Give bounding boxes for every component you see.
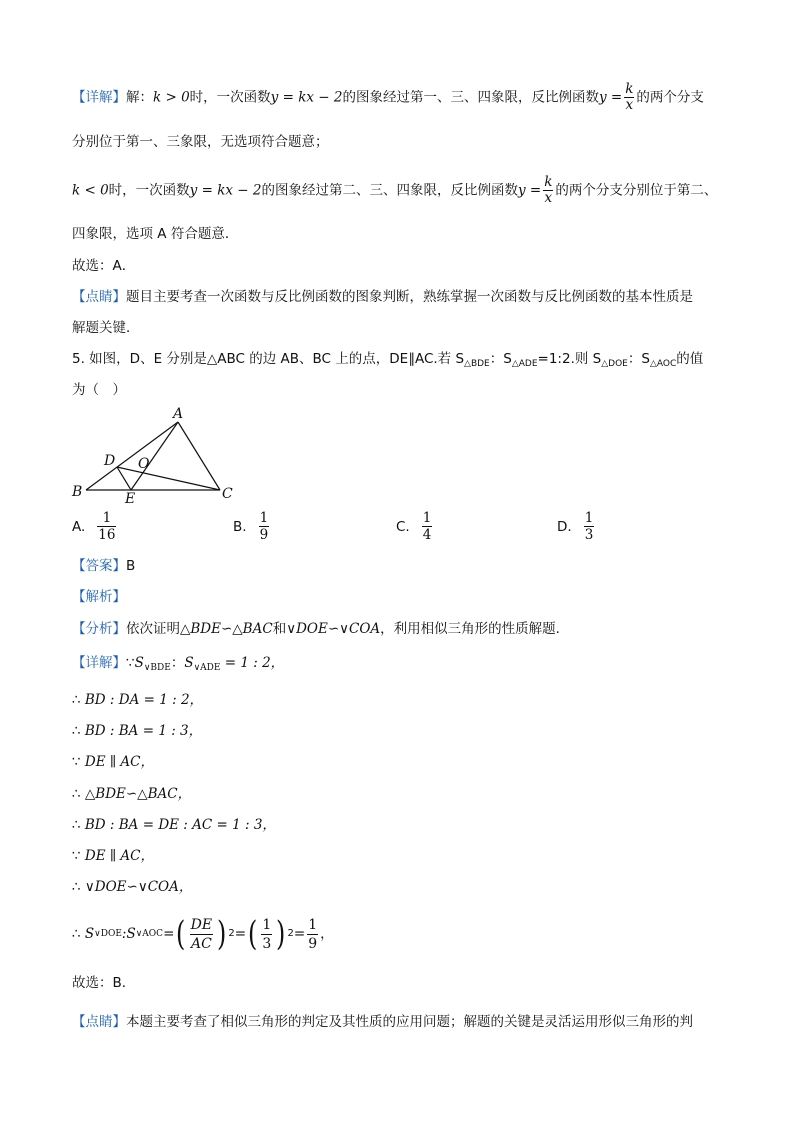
step-6: ∴ BD : BA = DE : AC = 1 : 3， xyxy=(72,817,276,833)
step-1: 【详解】$\because S_{\vee BDE}$：$S_{\vee ADE} = 1$ : 2， xyxy=(72,655,285,673)
step-3: ∴ BD : BA = 1 : 3， xyxy=(72,723,203,739)
segment-DE xyxy=(117,467,131,490)
segment-BA xyxy=(86,422,178,490)
question-5-line-1: 5. 如图，D、E 分别是△ABC 的边 AB、BC 上的点，DE∥AC.若 $S_{\triangle BDE}$：$S_{\triangle ADE}=1:2$.则 $S_{\triangle DOE}$：$S_{\triangle AOC}$的值 xyxy=(72,351,704,369)
detail-line-4: 四象限，选项 A 符合题意． xyxy=(72,226,239,242)
fraction-k-over-x-2: $\frac{k}{x}$ xyxy=(544,174,553,206)
triangle-diagram xyxy=(70,402,250,507)
fraction-de-ac: $\frac{DE}{AC}$ xyxy=(190,916,213,952)
label-A: A xyxy=(173,406,184,422)
step-9: ∴ S ∨DOE : S ∨AOC = ( $\frac{DE}{AC}$ ) 2 = ( $\frac{1}{3}$ ) 2 = $\frac{1}{9}$ ， xyxy=(72,914,334,954)
step-2: ∴ BD : DA = 1 : 2， xyxy=(72,692,204,708)
label-O: O xyxy=(138,456,150,472)
segment-AC xyxy=(178,422,220,490)
analysis-tag-line: 【解析】 xyxy=(72,589,126,605)
option-c[interactable]: C. $\frac{1}{4}$ xyxy=(396,510,432,543)
analyze-line: 【分析】依次证明△BDE∽△BAC和∨DOE∽∨COA，利用相似三角形的性质解题. xyxy=(72,621,560,637)
choose-line-2: 故选：B． xyxy=(72,975,136,991)
detail-line-1: 【详解】解：k > 0时，一次函数y = kx − 2的图象经过第一、三、四象限，反比例函数y = $\frac{k}{x}$ 的两个分支 xyxy=(72,81,704,113)
detail-tag: 【详解】 xyxy=(72,89,126,106)
label-E: E xyxy=(125,491,136,507)
label-C: C xyxy=(222,486,233,502)
step-8: ∴ ∨DOE∽∨COA， xyxy=(72,879,193,895)
comment-line-1: 【点睛】题目主要考查一次函数与反比例函数的图象判断，熟练掌握一次函数与反比例函数的基本性质是 xyxy=(72,289,693,305)
option-b[interactable]: B. $\frac{1}{9}$ xyxy=(233,510,269,543)
label-D: D xyxy=(104,453,116,469)
segment-DC xyxy=(117,467,220,490)
option-a[interactable]: A. $\frac{1}{16}$ xyxy=(72,510,116,543)
label-B: B xyxy=(72,484,83,500)
comment-line-2: 解题关键． xyxy=(72,320,140,336)
question-5-line-2: 为（ ） xyxy=(72,382,126,398)
fraction-1-3: $\frac{1}{3}$ xyxy=(262,916,272,952)
option-d[interactable]: D. $\frac{1}{3}$ xyxy=(557,510,594,543)
step-5: ∴ △BDE∽△BAC， xyxy=(72,786,192,802)
fraction-1-9: $\frac{1}{9}$ xyxy=(308,916,318,952)
comment-line-3: 【点睛】本题主要考查了相似三角形的判定及其性质的应用问题；解题的关键是灵活运用形似三角形的判 xyxy=(72,1014,693,1030)
choose-line-1: 故选：A． xyxy=(72,258,136,274)
fraction-k-over-x: $\frac{k}{x}$ xyxy=(625,81,634,113)
detail-line-2: 分别位于第一、三象限，无选项符合题意； xyxy=(72,134,329,150)
answer-line: 【答案】B xyxy=(72,558,136,574)
step-4: ∵ DE ∥ AC， xyxy=(72,754,154,770)
detail-line-3: k < 0时，一次函数y = kx − 2的图象经过第二、三、四象限，反比例函数y = $\frac{k}{x}$ 的两个分支分别位于第二、 xyxy=(72,174,718,206)
step-7: ∵ DE ∥ AC， xyxy=(72,848,154,864)
